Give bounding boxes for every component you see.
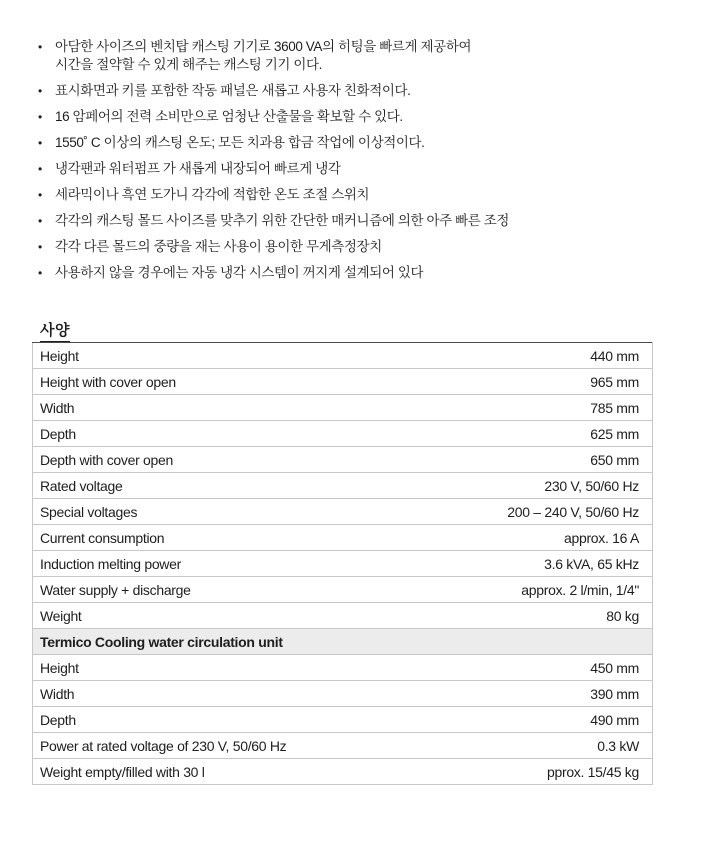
spec-value: 440 mm [343,343,653,369]
table-row [33,759,653,785]
spec-label: Depth [33,707,343,733]
feature-text: 냉각팬과 워터펌프 가 새롭게 내장되어 빠르게 냉각 [55,161,341,176]
feature-text: 시간을 절약할 수 있게 해주는 캐스팅 기기 이다. [55,57,322,72]
table-row [33,499,653,525]
spec-label: Height [33,343,343,369]
bullet-icon: • [38,188,42,202]
spec-value: 965 mm [343,369,653,395]
spec-label: Current consumption [33,525,343,551]
spec-value: 3.6 kVA, 65 kHz [343,551,653,577]
feature-item [36,264,676,282]
spec-value: 230 V, 50/60 Hz [343,473,653,499]
table-row [33,395,653,421]
feature-text: 아담한 사이즈의 벤치탑 캐스팅 기기로 3600 VA의 히팅을 빠르게 제공하여 [55,39,472,54]
table-row [33,577,653,603]
feature-item [36,186,676,204]
bullet-icon: • [38,266,42,280]
feature-item [36,82,676,100]
spec-label: Weight empty/filled with 30 l [33,759,343,785]
spec-label: Height with cover open [33,369,343,395]
spec-value: pprox. 15/45 kg [343,759,653,785]
spec-value: approx. 16 A [343,525,653,551]
table-row [33,525,653,551]
table-row [33,473,653,499]
spec-label: Rated voltage [33,473,343,499]
table-row [33,421,653,447]
spec-label: Width [33,681,343,707]
feature-item [36,212,676,230]
table-row [33,603,653,629]
bullet-icon: • [38,136,42,150]
feature-text: 사용하지 않을 경우에는 자동 냉각 시스템이 꺼지게 설계되어 있다 [55,265,424,280]
section-title: 사양 [40,322,70,343]
spec-label: Depth with cover open [33,447,343,473]
spec-table [32,342,653,785]
feature-text: 표시화면과 키를 포함한 작동 패널은 새롭고 사용자 친화적이다. [55,83,411,98]
table-row [33,681,653,707]
bullet-icon: • [38,110,42,124]
spec-value: 785 mm [343,395,653,421]
bullet-icon: • [38,240,42,254]
bullet-icon: • [38,162,42,176]
spec-label: Power at rated voltage of 230 V, 50/60 Hz [33,733,343,759]
table-row [33,733,653,759]
feature-text: 각각 다른 몰드의 중량을 재는 사용이 용이한 무게측정장치 [55,239,382,254]
spec-label: Water supply + discharge [33,577,343,603]
spec-value: 490 mm [343,707,653,733]
feature-text: 세라믹이나 흑연 도가니 각각에 적합한 온도 조절 스위치 [55,187,370,202]
feature-item [36,108,676,126]
table-row [33,343,653,369]
table-row [33,447,653,473]
spec-label: Weight [33,603,343,629]
section-label: Termico Cooling water circulation unit [33,629,343,655]
feature-text: 1550˚ C 이상의 캐스팅 온도; 모든 치과용 합금 작업에 이상적이다. [55,135,425,150]
spec-label: Induction melting power [33,551,343,577]
feature-item [36,38,676,74]
table-row [33,655,653,681]
table-row [33,707,653,733]
spec-value: 650 mm [343,447,653,473]
spec-value: 80 kg [343,603,653,629]
spec-label: Depth [33,421,343,447]
feature-item [36,238,676,256]
spec-label: Special voltages [33,499,343,525]
feature-item [36,160,676,178]
spec-label: Width [33,395,343,421]
feature-text: 16 암페어의 전력 소비만으로 엄청난 산출물을 확보할 수 있다. [55,109,403,124]
table-row [33,551,653,577]
table-row [33,369,653,395]
spec-value: 450 mm [343,655,653,681]
spec-value: approx. 2 l/min, 1/4" [343,577,653,603]
spec-value: 625 mm [343,421,653,447]
bullet-icon: • [38,40,42,54]
feature-list [36,38,676,290]
spec-value: 200 – 240 V, 50/60 Hz [343,499,653,525]
table-section-row [33,629,653,655]
spec-value [343,629,653,655]
feature-item [36,134,676,152]
spec-label: Height [33,655,343,681]
bullet-icon: • [38,84,42,98]
spec-value: 0.3 kW [343,733,653,759]
spec-value: 390 mm [343,681,653,707]
bullet-icon: • [38,214,42,228]
feature-text: 각각의 캐스팅 몰드 사이즈를 맞추기 위한 간단한 매커니즘에 의한 아주 빠른 조정 [55,213,510,228]
